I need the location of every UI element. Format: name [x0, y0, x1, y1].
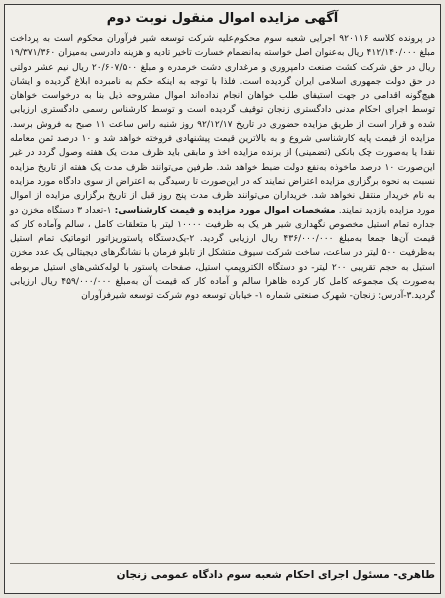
- notice-main-text: در پرونده کلاسه ۹۲۰۱۱۶ اجرایی شعبه سوم محکوم‌علیه شرکت توسعه شیر فرآوران محکوم است به پرداخت مبلغ ۴۱۲/۱۴۰/۰۰۰ ریال به‌عنوان اصل خواسته به‌انضمام خسارت تاخیر تادیه و هزینه دادرسی به‌میزان ۱۹/۳۷۱/۳۶۰ ریال در حق شرکت کشت صنعت دامپروری و مرغداری دشت خرمدره و مبلغ ۲۰/۶۰۷/۵۰۰ ریال نیم عشر دولتی در حق دولت جمهوری اسلامی ایران گردیده است. فلذا با توجه به اینکه حکم به نامبرده ابلاغ گردیده و ایشان هیچ‌گونه اقدامی در جهت استیفای طلب خواهان انجام نداده‌اند اموال مشروحه ذیل بنا به درخواست خواهان توسط اجرای احکام مدنی دادگستری زنجان توقیف گردیده است و توسط کارشناس رسمی دادگستری ارزیابی شده و قرار است از طریق مزایده حضوری در تاریخ ۹۲/۱۲/۱۷ روز شنبه راس ساعت ۱۱ صبح به فروش برسد. مزایده از قیمت پایه کارشناسی شروع و به بالاترین قیمت پیشنهادی فروخته خواهد شد و ۱۰ درصد ثمن معامله نقدا یا به‌صورت چک بانکی (تضمینی) از برنده مزایده اخذ و مابقی باید ظرف مدت یک هفته وصول گردد در غیر این‌صورت ۱۰ درصد ماخوذه به‌نفع دولت ضبط خواهد شد. طرفین می‌توانند ظرف مدت یک هفته از تاریخ مزایده نسبت به نحوه برگزاری مزایده اعتراض نمایند که در این‌صورت تا رسیدگی به اعتراض از سوی دادگاه مورد مزایده به نام خریدار منتقل نخواهد شد. خریداران می‌توانند ظرف مدت پنج روز قبل از تاریخ برگزاری مزایده از اموال مورد مزایده بازدید نمایند.: [10, 34, 436, 216]
- notice-content: [10, 10, 435, 588]
- notice-title: آگهی مزایده اموال منقول نوبت دوم: [106, 11, 339, 26]
- notice-body: [10, 32, 435, 304]
- notice-signature: طاهری- مسئول اجرای احکام شعبه سوم دادگاه عمومی زنجان: [10, 563, 435, 588]
- notice-frame: [4, 4, 441, 594]
- specs-list: ۱-تعداد ۳ دستگاه مخزن دو جداره تمام استیل مخصوص نگهداری شیر هر یک به ظرفیت ۱۰۰۰۰ لیتر با متعلقات کامل ، سالم وآماده کار که قیمت آن‌ها جمعا به‌مبلغ ۴۳۶/۰۰۰/۰۰۰ ریال ارزیابی گردید. ۲-یک‌دستگاه پاستوریزاتور اتوماتیک تمام استیل به‌ظرفیت ۵۰۰ لیتر در ساعت، ساخت شرکت سیوف متشکل از تابلو فرمان با نشانگرهای دیجیتالی یک عدد مخزن استیل به حجم تقریبی ۲۰۰ لیتر- دو دستگاه الکتروپمپ استیل، صفحات پاستور با لوله‌کشی‌های استیل مربوطه به‌صورت یک مجموعه کامل کار کرده ظاهرا سالم و آماده کار که قیمت آن به‌مبلغ ۴۵۹/۰۰۰/۰۰۰ ریال ارزیابی گردید.۳-آدرس: زنجان- شهرک صنعتی شماره ۱- خیابان توسعه دوم شرکت توسعه شیرفرآوران: [10, 205, 436, 302]
- specs-heading: مشخصات اموال مورد مزایده و قیمت کارشناسی:: [114, 205, 336, 216]
